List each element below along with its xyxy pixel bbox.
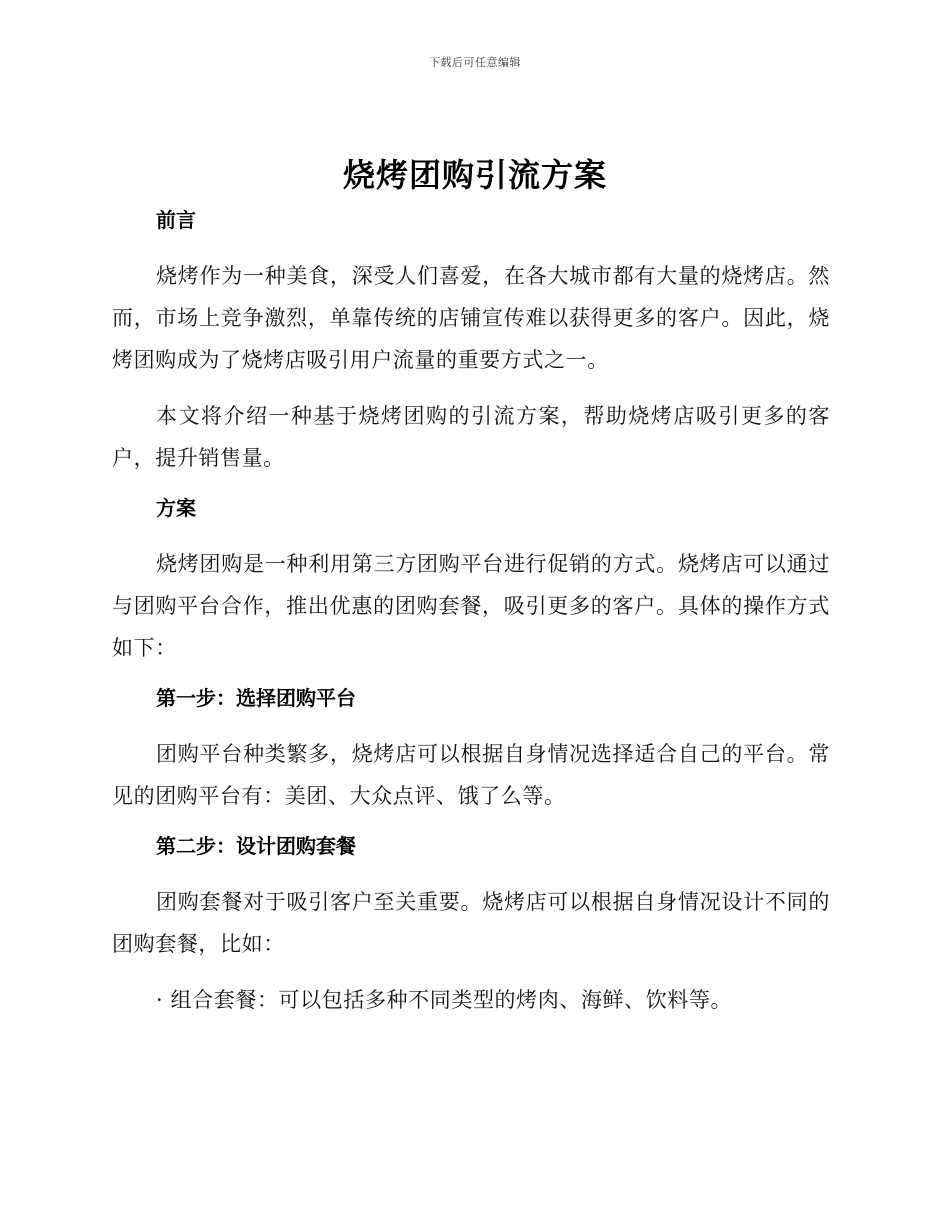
document-title: 烧烤团购引流方案 — [342, 156, 607, 194]
step2-heading: 第二步：设计团购套餐 — [156, 834, 356, 858]
plan-heading: 方案 — [156, 496, 196, 520]
step2-paragraph-1: 团购套餐对于吸引客户至关重要。烧烤店可以根据自身情况设计不同的团购套餐，比如： — [112, 890, 830, 956]
step1-heading: 第一步：选择团购平台 — [156, 686, 356, 710]
preface-heading: 前言 — [156, 208, 196, 232]
document-body — [112, 205, 830, 1021]
step2-bullet-1: · 组合套餐：可以包括多种不同类型的烤肉、海鲜、饮料等。 — [156, 988, 733, 1012]
header-note: 下载后可任意编辑 — [429, 56, 521, 69]
preface-paragraph-1: 烧烤作为一种美食，深受人们喜爱，在各大城市都有大量的烧烤店。然而，市场上竞争激烈，单靠传统的店铺宣传难以获得更多的客户。因此，烧烤团购成为了烧烤店吸引用户流量的重要方式之一。 — [112, 264, 830, 372]
preface-paragraph-2: 本文将介绍一种基于烧烤团购的引流方案，帮助烧烤店吸引更多的客户，提升销售量。 — [112, 404, 830, 470]
plan-paragraph-1: 烧烤团购是一种利用第三方团购平台进行促销的方式。烧烤店可以通过与团购平台合作，推出优惠的团购套餐，吸引更多的客户。具体的操作方式如下： — [112, 552, 830, 660]
step1-paragraph-1: 团购平台种类繁多，烧烤店可以根据自身情况选择适合自己的平台。常见的团购平台有：美团、大众点评、饿了么等。 — [112, 742, 830, 808]
